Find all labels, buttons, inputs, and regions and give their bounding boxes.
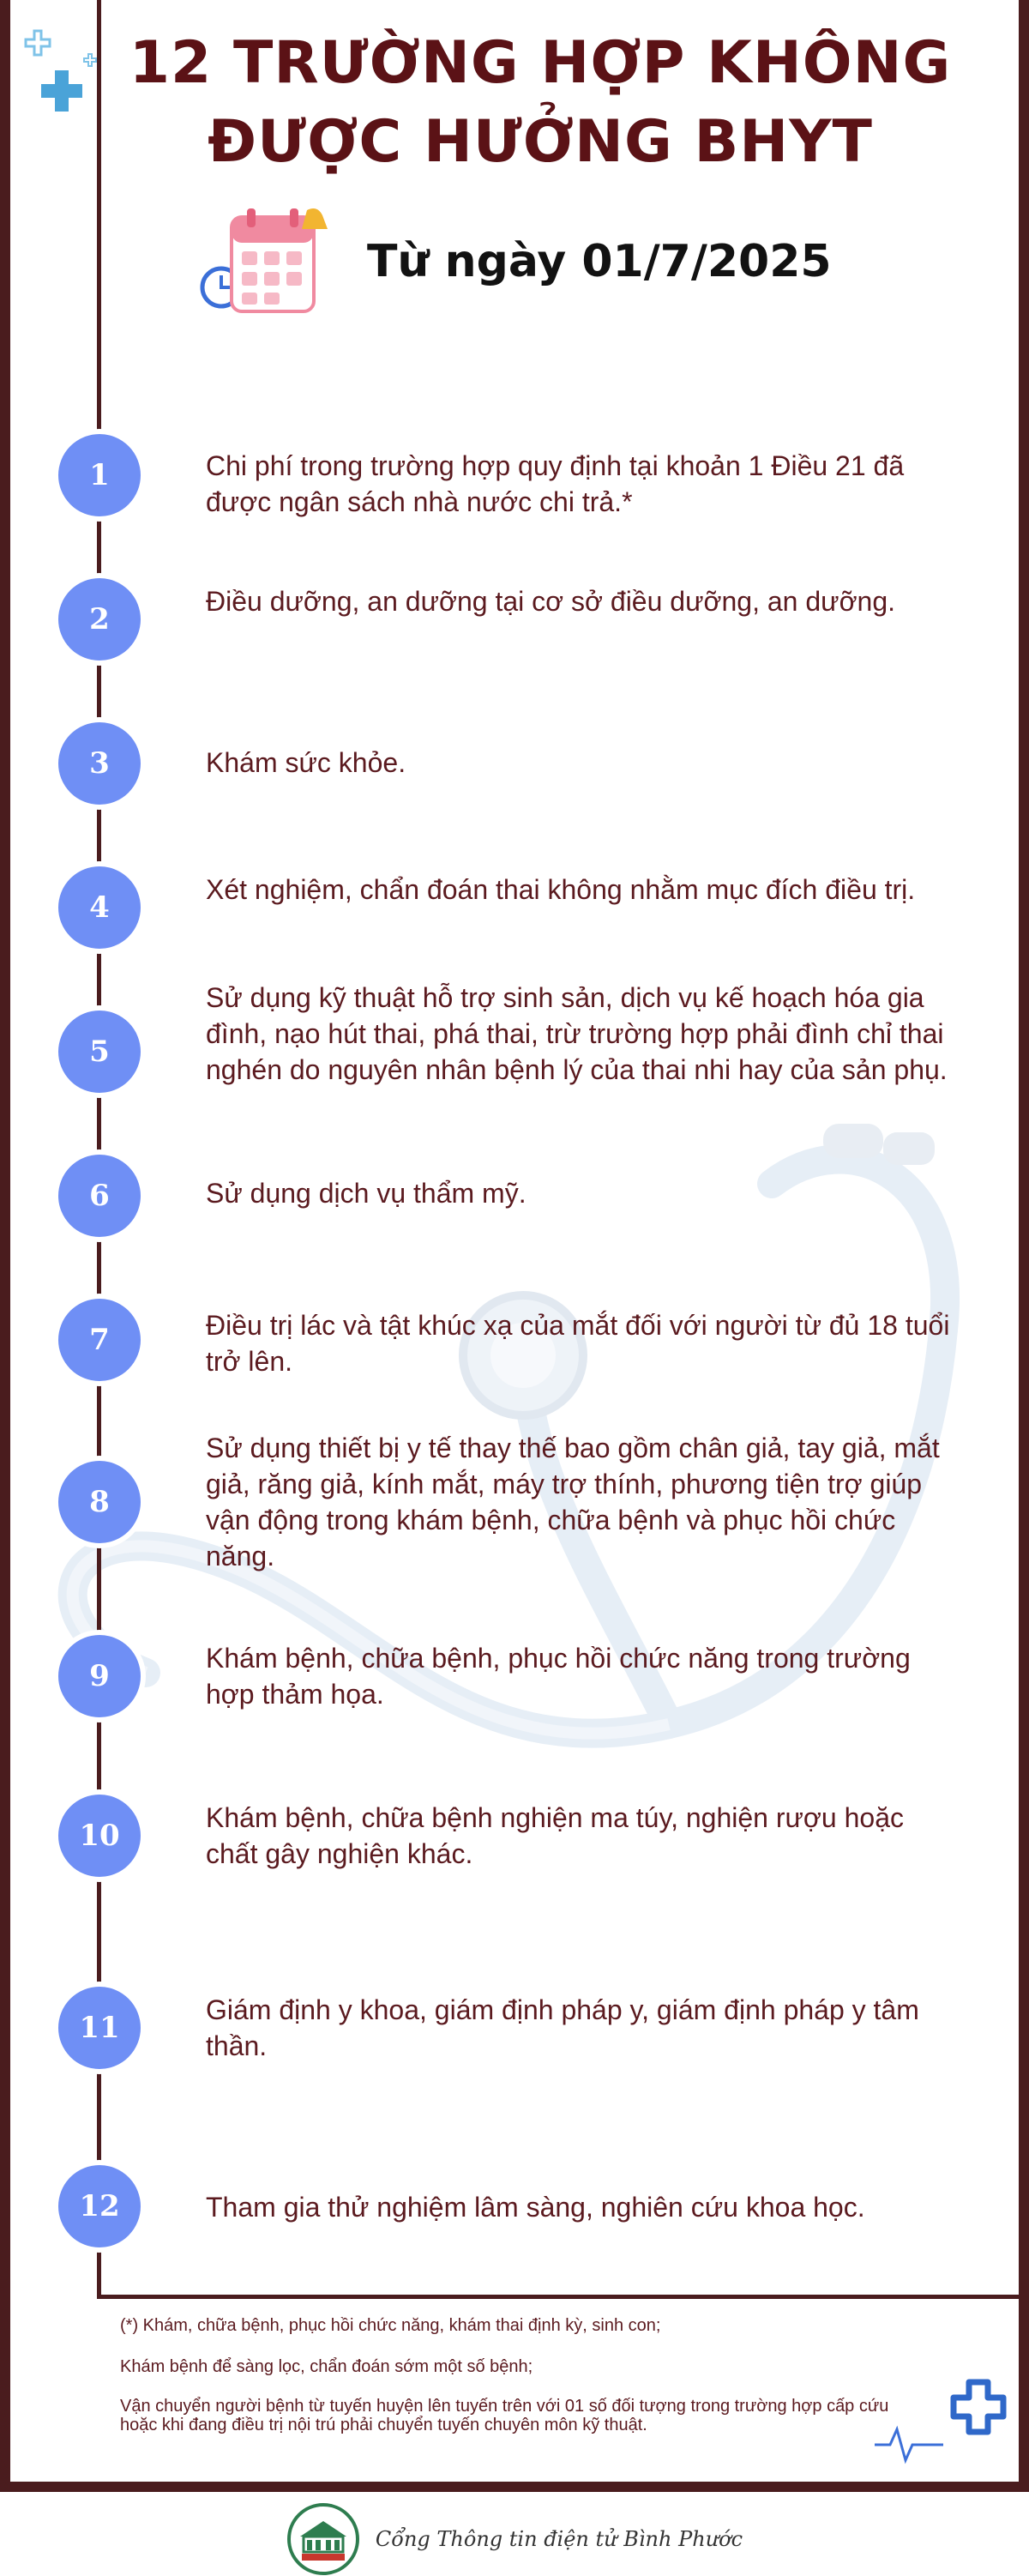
title-line-2: ĐƯỢC HƯỞNG BHYT <box>208 108 873 176</box>
item-number-badge: 4 <box>53 861 146 954</box>
footnote-1: (*) Khám, chữa bệnh, phục hồi chức năng, khám thai định kỳ, sinh con; <box>120 2316 661 2335</box>
item-text: Chi phí trong trường hợp quy định tại khoản 1 Điều 21 đã được ngân sách nhà nước chi trả.* <box>206 450 905 517</box>
item-text: Điều trị lác và tật khúc xạ của mắt đối với người từ đủ 18 tuổi trở lên. <box>206 1310 950 1377</box>
date-row <box>197 202 832 322</box>
medical-cross-icon <box>15 24 97 127</box>
item-text: Khám bệnh, chữa bệnh, phục hồi chức năng trong trường hợp thảm họa. <box>206 1643 911 1710</box>
credit-text: Cổng Thông tin điện tử Bình Phước <box>375 2527 743 2551</box>
item-number-badge: 8 <box>53 1456 146 1548</box>
item-number-badge: 9 <box>53 1630 146 1722</box>
item-text: Tham gia thử nghiệm lâm sàng, nghiên cứu khoa học. <box>206 2192 865 2223</box>
item-text: Khám bệnh, chữa bệnh nghiện ma túy, nghiện rượu hoặc chất gây nghiện khác. <box>206 1802 904 1869</box>
footer-divider <box>97 2295 1019 2299</box>
footnote-2: Khám bệnh để sàng lọc, chẩn đoán sớm một số bệnh; <box>120 2357 533 2376</box>
item-text: Xét nghiệm, chẩn đoán thai không nhằm mục đích điều trị. <box>206 874 916 905</box>
item-number-badge: 1 <box>53 429 146 522</box>
item-text: Điều dưỡng, an dưỡng tại cơ sở điều dưỡng, an dưỡng. <box>206 586 896 617</box>
item-number-badge: 10 <box>53 1789 146 1882</box>
item-text: Sử dụng dịch vụ thẩm mỹ. <box>206 1178 527 1209</box>
item-number-badge: 7 <box>53 1294 146 1386</box>
item-text: Sử dụng kỹ thuật hỗ trợ sinh sản, dịch vụ kế hoạch hóa gia đình, nạo hút thai, phá thai, trừ trường hợp phải đình chỉ thai nghén do nguyên nhân bệnh lý của thai nhi hay của sản phụ. <box>206 982 948 1085</box>
effective-date: Từ ngày 01/7/2025 <box>367 236 832 287</box>
item-text: Sử dụng thiết bị y tế thay thế bao gồm chân giả, tay giả, mắt giả, răng giả, kính mắt, máy trợ thính, phương tiện trợ giúp vận động trong khám bệnh, chữa bệnh và phục hồi chức năng. <box>206 1433 940 1572</box>
page-title <box>111 24 969 182</box>
calendar-icon <box>197 202 334 322</box>
heartbeat-cross-icon <box>875 2363 1020 2483</box>
item-text: Giám định y khoa, giám định pháp y, giám định pháp y tâm thần. <box>206 1994 919 2061</box>
title-line-1: 12 TRƯỜNG HỢP KHÔNG <box>129 29 952 97</box>
credit-bar <box>0 2509 1029 2569</box>
binh-phuoc-logo-icon <box>286 2502 360 2576</box>
item-number-badge: 5 <box>53 1005 146 1098</box>
footnote-3: Vận chuyển người bệnh từ tuyến huyện lên tuyến trên với 01 số đối tượng trong trường hợp cấp cứu hoặc khi đang điều trị nội trú phải chuyển tuyến chuyên môn kỹ thuật. <box>120 2397 889 2434</box>
item-number-badge: 11 <box>53 1982 146 2074</box>
item-text: Khám sức khỏe. <box>206 747 406 778</box>
item-number-badge: 3 <box>53 717 146 810</box>
item-number-badge: 6 <box>53 1149 146 1242</box>
item-number-badge: 2 <box>53 573 146 666</box>
item-number-badge: 12 <box>53 2160 146 2253</box>
